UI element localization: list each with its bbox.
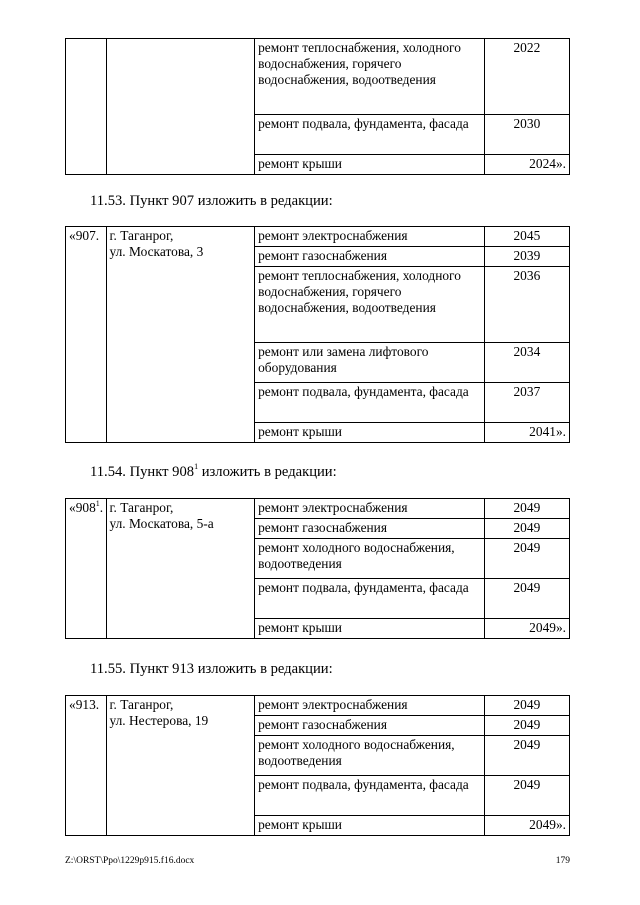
- item-number-suffix: .: [99, 500, 104, 515]
- address-street: ул. Москатова, 3: [109, 244, 204, 259]
- cell-work: ремонт крыши: [255, 423, 485, 443]
- caption-superscript: 1: [194, 462, 199, 472]
- cell-address: [106, 227, 255, 443]
- cell-work: ремонт подвала, фундамента, фасада: [255, 383, 485, 423]
- cell-work: ремонт газоснабжения: [255, 247, 485, 267]
- address-city: г. Таганрог,: [109, 697, 174, 712]
- cell-work: ремонт электроснабжения: [255, 499, 485, 519]
- address-street: ул. Нестерова, 19: [109, 713, 209, 728]
- table-row: [66, 696, 570, 716]
- footer-file-path: Z:\ORST\Ppo\1229p915.f16.docx: [65, 856, 195, 866]
- cell-work: ремонт электроснабжения: [255, 696, 485, 716]
- table-row: [66, 39, 570, 115]
- cell-year: 2049: [484, 499, 569, 519]
- cell-address: [106, 39, 255, 175]
- cell-year: 2049: [484, 696, 569, 716]
- cell-year: 2037: [484, 383, 569, 423]
- cell-year: 2024».: [484, 155, 569, 175]
- cell-work: ремонт или замена лифтового оборудования: [255, 343, 485, 383]
- cell-number: [66, 499, 107, 639]
- cell-work: ремонт теплоснабжения, холодного водоснабжения, горячего водоснабжения, водоотведения: [255, 267, 485, 343]
- cell-year: 2041».: [484, 423, 569, 443]
- cell-work: ремонт газоснабжения: [255, 716, 485, 736]
- cell-work: ремонт холодного водоснабжения, водоотведения: [255, 736, 485, 776]
- cell-year: 2034: [484, 343, 569, 383]
- cell-work: ремонт подвала, фундамента, фасада: [255, 115, 485, 155]
- amendment-caption: 11.53. Пункт 907 изложить в редакции:: [90, 193, 333, 209]
- item-number-superscript: 1: [95, 498, 100, 508]
- table-item-913: [65, 695, 570, 836]
- amendment-caption: [90, 463, 337, 481]
- table-item-907: [65, 226, 570, 443]
- table-continuation: [65, 38, 570, 175]
- amendment-caption: 11.55. Пункт 913 изложить в редакции:: [90, 661, 333, 677]
- cell-year: 2049: [484, 776, 569, 816]
- cell-year: 2036: [484, 267, 569, 343]
- cell-year: 2049».: [484, 816, 569, 836]
- address-city: г. Таганрог,: [109, 500, 174, 515]
- cell-work: ремонт крыши: [255, 619, 485, 639]
- cell-year: 2049: [484, 736, 569, 776]
- cell-work: ремонт крыши: [255, 155, 485, 175]
- cell-work: ремонт электроснабжения: [255, 227, 485, 247]
- item-number: «908: [69, 500, 96, 515]
- cell-year: 2049: [484, 579, 569, 619]
- cell-work: ремонт газоснабжения: [255, 519, 485, 539]
- cell-year: 2030: [484, 115, 569, 155]
- cell-year: 2022: [484, 39, 569, 115]
- address-city: г. Таганрог,: [109, 228, 174, 243]
- cell-address: [106, 696, 255, 836]
- cell-work: ремонт крыши: [255, 816, 485, 836]
- table-row: [66, 499, 570, 519]
- caption-suffix: изложить в редакции:: [198, 464, 337, 480]
- cell-number: «913.: [66, 696, 107, 836]
- address-street: ул. Москатова, 5-а: [109, 516, 214, 531]
- table-row: [66, 227, 570, 247]
- cell-work: ремонт подвала, фундамента, фасада: [255, 776, 485, 816]
- cell-work: ремонт холодного водоснабжения, водоотведения: [255, 539, 485, 579]
- cell-year: 2039: [484, 247, 569, 267]
- caption-prefix: 11.54. Пункт 908: [90, 464, 195, 480]
- cell-year: 2049: [484, 519, 569, 539]
- cell-address: [106, 499, 255, 639]
- cell-year: 2049».: [484, 619, 569, 639]
- cell-year: 2049: [484, 716, 569, 736]
- cell-number: «907.: [66, 227, 107, 443]
- page-number: 179: [555, 856, 570, 866]
- cell-year: 2049: [484, 539, 569, 579]
- cell-work: ремонт теплоснабжения, холодного водоснабжения, горячего водоснабжения, водоотведения: [255, 39, 485, 115]
- cell-year: 2045: [484, 227, 569, 247]
- cell-number: [66, 39, 107, 175]
- table-item-908-1: [65, 498, 570, 639]
- cell-work: ремонт подвала, фундамента, фасада: [255, 579, 485, 619]
